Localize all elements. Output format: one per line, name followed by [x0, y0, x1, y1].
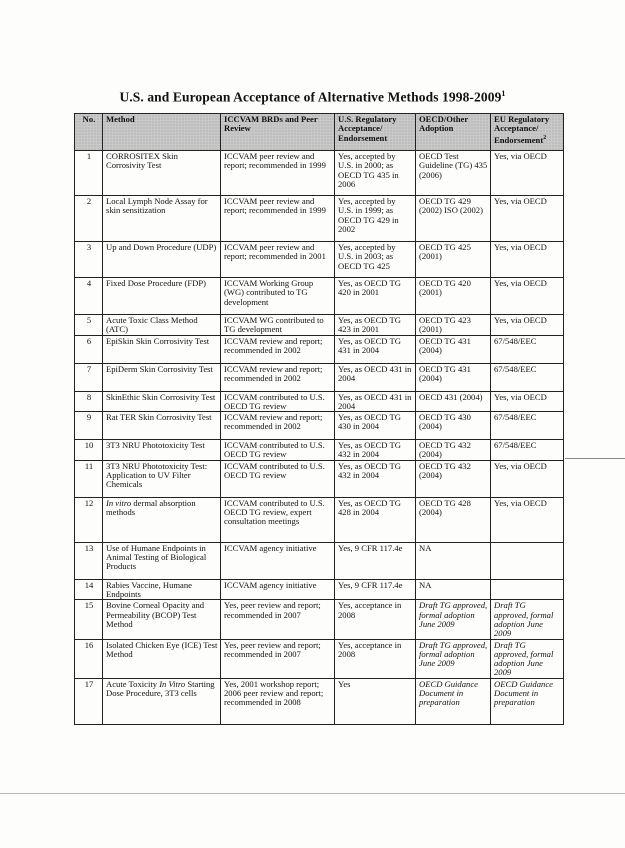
cell-us-text: Yes, as OECD TG 428 in 2004: [338, 497, 401, 518]
cell-us: [335, 440, 416, 461]
cell-method-text: 3T3 NRU Phototoxicity Test: Application to UV Filter Chemicals: [106, 460, 208, 490]
cell-oecd-text: Draft TG approved, formal adoption June 2009: [419, 639, 488, 669]
cell-no: [75, 363, 103, 391]
cell-us: [335, 542, 416, 579]
cell-oecd: [416, 678, 491, 724]
cell-eu: [491, 542, 564, 579]
cell-us-text: Yes, as OECD TG 430 in 2004: [338, 412, 401, 432]
cell-us: [335, 151, 416, 196]
cell-us-text: Yes, as OECD TG 432 in 2004: [338, 460, 401, 481]
table-row: [75, 639, 564, 678]
cell-method: [103, 196, 221, 242]
cell-us: [335, 315, 416, 336]
cell-eu: [491, 242, 564, 278]
cell-no-text: 9: [86, 412, 92, 423]
cell-us: [335, 335, 416, 363]
cell-us-text: Yes, as OECD TG 423 in 2001: [338, 315, 401, 335]
cell-oecd: [416, 242, 491, 278]
header-eu: [491, 114, 564, 151]
cell-oecd-text: OECD TG 423 (2001): [419, 315, 471, 335]
cell-oecd-text: OECD TG 431 (2004): [419, 335, 471, 355]
table-row: [75, 335, 564, 363]
cell-eu-text: 67/548/EEC: [494, 412, 537, 423]
cell-eu: [491, 315, 564, 336]
cell-brds: [221, 460, 335, 497]
cell-no: [75, 242, 103, 278]
cell-method-text: Rat TER Skin Corrosivity Test: [106, 412, 212, 423]
header-eu-text: EU Regulatory Acceptance/ Endorsement: [494, 114, 550, 145]
cell-method-text: 3T3 NRU Phototoxicity Test: [106, 440, 205, 451]
cell-us: [335, 278, 416, 315]
cell-no: [75, 196, 103, 242]
cell-brds-text: ICCVAM review and report; recommended in 2002: [224, 335, 323, 355]
cell-no-text: 8: [86, 391, 92, 402]
cell-oecd-text: OECD TG 432 (2004): [419, 460, 471, 481]
cell-brds-text: ICCVAM peer review and report; recommended in 1999: [224, 196, 326, 216]
cell-us-text: Yes, as OECD 431 in 2004: [338, 391, 412, 411]
cell-no-text: 10: [84, 440, 94, 451]
cell-method: [103, 278, 221, 315]
cell-brds: [221, 363, 335, 391]
cell-no: [75, 579, 103, 600]
cell-no-text: 16: [84, 639, 94, 650]
cell-method-text: Isolated Chicken Eye (ICE) Test Method: [106, 639, 218, 659]
header-brds: ICCVAM BRDs and Peer Review: [221, 114, 335, 151]
cell-us: [335, 196, 416, 242]
cell-us-text: Yes, as OECD TG 431 in 2004: [338, 335, 401, 355]
cell-eu-text: Yes, via OECD: [494, 391, 547, 402]
cell-eu: [491, 460, 564, 497]
title-footnote: 1: [501, 89, 506, 98]
cell-us: [335, 412, 416, 440]
cell-us-text: Yes, as OECD 431 in 2004: [338, 363, 412, 383]
cell-no: [75, 497, 103, 542]
table-row: [75, 460, 564, 497]
cell-brds: [221, 278, 335, 315]
cell-no: [75, 278, 103, 315]
cell-brds-text: ICCVAM review and report; recommended in 2002: [224, 412, 323, 432]
cell-oecd: [416, 278, 491, 315]
table-row: [75, 440, 564, 461]
cell-no-text: 2: [86, 196, 92, 206]
cell-oecd: [416, 440, 491, 461]
cell-us-text: Yes, accepted by U.S. in 1999; as OECD TG 429 in 2002: [338, 196, 399, 234]
cell-method: [103, 600, 221, 639]
cell-brds: [221, 678, 335, 724]
cell-method-text: Local Lymph Node Assay for skin sensitization: [106, 196, 208, 216]
cell-oecd: [416, 196, 491, 242]
cell-eu-text: Yes, via OECD: [494, 460, 547, 471]
cell-brds-text: ICCVAM agency initiative: [224, 542, 317, 553]
cell-brds-text: ICCVAM agency initiative: [224, 579, 317, 590]
cell-oecd: [416, 412, 491, 440]
cell-method: [103, 335, 221, 363]
table-row: [75, 196, 564, 242]
cell-eu-text: Yes, via OECD: [494, 315, 547, 325]
cell-eu-text: Draft TG approved, formal adoption June 2009: [494, 600, 554, 639]
cell-eu: [491, 440, 564, 461]
cell-method: [103, 678, 221, 724]
table-row: [75, 242, 564, 278]
cell-no: [75, 600, 103, 639]
cell-oecd: [416, 600, 491, 639]
cell-brds-text: ICCVAM contributed to U.S. OECD TG review: [224, 391, 325, 411]
header-method: Method: [103, 114, 221, 151]
cell-method: [103, 412, 221, 440]
cell-eu: [491, 335, 564, 363]
scan-edge-line: [565, 458, 625, 459]
cell-us: [335, 497, 416, 542]
cell-oecd-text: OECD TG 431 (2004): [419, 363, 471, 383]
cell-oecd-text: OECD TG 430 (2004): [419, 412, 471, 432]
cell-method: [103, 497, 221, 542]
cell-no: [75, 542, 103, 579]
cell-no-text: 5: [86, 315, 92, 325]
table-row: [75, 412, 564, 440]
cell-method-italic: In Vitro: [159, 678, 186, 689]
cell-oecd: [416, 391, 491, 412]
cell-us: [335, 460, 416, 497]
cell-method: [103, 460, 221, 497]
cell-oecd-text: OECD TG 429 (2002) ISO (2002): [419, 196, 483, 216]
table-row: [75, 542, 564, 579]
cell-us: [335, 242, 416, 278]
cell-no-text: 17: [84, 678, 94, 689]
cell-eu-text: 67/548/EEC: [494, 440, 537, 451]
cell-method-text: Bovine Corneal Opacity and Permeability (BCOP) Test Method: [106, 600, 205, 629]
cell-oecd-text: OECD 431 (2004): [419, 391, 483, 402]
cell-oecd: [416, 497, 491, 542]
cell-eu: [491, 363, 564, 391]
cell-method: [103, 363, 221, 391]
cell-method: [103, 242, 221, 278]
page-title: [60, 89, 565, 106]
cell-no: [75, 412, 103, 440]
cell-no: [75, 315, 103, 336]
cell-method: [103, 579, 221, 600]
cell-oecd: [416, 315, 491, 336]
cell-no-text: 11: [84, 460, 94, 471]
cell-brds-text: ICCVAM peer review and report; recommended in 2001: [224, 242, 326, 262]
cell-brds-text: ICCVAM contributed to U.S. OECD TG review: [224, 460, 325, 481]
cell-no-text: 6: [86, 335, 92, 346]
cell-no: [75, 639, 103, 678]
cell-eu: [491, 412, 564, 440]
cell-oecd-text: Draft TG approved, formal adoption June 2009: [419, 600, 488, 629]
cell-oecd: [416, 363, 491, 391]
cell-method-text: EpiDerm Skin Corrosivity Test: [106, 363, 213, 374]
cell-eu-text: Yes, via OECD: [494, 196, 547, 206]
cell-method-text: Up and Down Procedure (UDP): [106, 242, 217, 252]
cell-eu-text: Yes, via OECD: [494, 497, 547, 508]
cell-method-italic: In vitro: [106, 497, 132, 508]
cell-brds-text: Yes, 2001 workshop report; 2006 peer review and report; recommended in 2008: [224, 678, 324, 708]
cell-eu: [491, 600, 564, 639]
cell-oecd-text: NA: [419, 579, 432, 590]
table-header-row: [75, 114, 564, 151]
cell-no-text: 15: [84, 600, 94, 611]
cell-brds: [221, 335, 335, 363]
header-us: U.S. Regulatory Acceptance/ Endorsement: [335, 114, 416, 151]
cell-oecd: [416, 542, 491, 579]
table-row: [75, 391, 564, 412]
cell-no: [75, 151, 103, 196]
cell-method: [103, 639, 221, 678]
cell-brds: [221, 639, 335, 678]
cell-brds-text: Yes, peer review and report; recommended in 2007: [224, 600, 321, 620]
header-no: No.: [75, 114, 103, 151]
cell-brds-text: ICCVAM peer review and report; recommended in 1999: [224, 151, 326, 171]
cell-us-text: Yes, as OECD TG 420 in 2001: [338, 278, 401, 298]
cell-eu: [491, 196, 564, 242]
cell-oecd: [416, 639, 491, 678]
cell-oecd: [416, 335, 491, 363]
cell-brds: [221, 315, 335, 336]
cell-us-text: Yes, accepted by U.S. in 2000; as OECD TG 435 in 2006: [338, 151, 399, 189]
cell-eu: [491, 497, 564, 542]
cell-us-text: Yes, 9 CFR 117.4e: [338, 579, 403, 590]
cell-oecd-text: OECD TG 428 (2004): [419, 497, 471, 518]
table-row: [75, 678, 564, 724]
cell-no-text: 7: [86, 363, 92, 374]
title-text: U.S. and European Acceptance of Alternative Methods 1998-2009: [119, 89, 502, 105]
cell-oecd-text: NA: [419, 542, 432, 553]
cell-method: [103, 440, 221, 461]
cell-oecd-text: OECD Test Guideline (TG) 435 (2006): [419, 151, 488, 180]
cell-method-text: EpiSkin Skin Corrosivity Test: [106, 335, 210, 346]
cell-brds: [221, 542, 335, 579]
cell-brds: [221, 151, 335, 196]
cell-no: [75, 440, 103, 461]
cell-brds: [221, 497, 335, 542]
table-row: [75, 600, 564, 639]
cell-us: [335, 678, 416, 724]
header-eu-footnote: 2: [543, 134, 547, 141]
cell-eu: [491, 278, 564, 315]
table-row: [75, 278, 564, 315]
cell-no: [75, 678, 103, 724]
cell-eu-text: Yes, via OECD: [494, 151, 547, 161]
cell-us-text: Yes, accepted by U.S. in 2003; as OECD TG 425: [338, 242, 396, 271]
cell-method-text: Use of Humane Endpoints in Animal Testing of Biological Products: [106, 542, 207, 572]
cell-brds: [221, 242, 335, 278]
cell-brds: [221, 579, 335, 600]
cell-brds-text: ICCVAM contributed to U.S. OECD TG review: [224, 440, 325, 460]
cell-us: [335, 579, 416, 600]
cell-no-text: 12: [84, 497, 94, 508]
cell-brds: [221, 196, 335, 242]
cell-eu-text: OECD Guidance Document in preparation: [494, 678, 553, 708]
cell-no: [75, 335, 103, 363]
cell-no-text: 1: [86, 151, 92, 161]
cell-eu-text: Yes, via OECD: [494, 278, 547, 288]
cell-us: [335, 363, 416, 391]
cell-oecd: [416, 579, 491, 600]
cell-us: [335, 600, 416, 639]
cell-method-pre: Acute Toxicity: [106, 678, 160, 689]
cell-method: [103, 315, 221, 336]
scan-edge-line-bottom: [0, 793, 625, 794]
cell-method-text: Fixed Dose Procedure (FDP): [106, 278, 207, 288]
cell-no-text: 3: [86, 242, 92, 252]
cell-us: [335, 639, 416, 678]
cell-method-text: Acute Toxic Class Method (ATC): [106, 315, 198, 335]
cell-brds-text: ICCVAM Working Group (WG) contributed to TG development: [224, 278, 314, 307]
cell-brds-text: ICCVAM review and report; recommended in 2002: [224, 363, 323, 383]
cell-oecd: [416, 151, 491, 196]
cell-eu: [491, 579, 564, 600]
cell-no: [75, 391, 103, 412]
cell-oecd-text: OECD TG 420 (2001): [419, 278, 471, 298]
cell-brds-text: ICCVAM WG contributed to TG development: [224, 315, 324, 335]
cell-oecd: [416, 460, 491, 497]
table-row: [75, 363, 564, 391]
cell-no-text: 13: [84, 542, 94, 553]
cell-method-text: CORROSITEX Skin Corrosivity Test: [106, 151, 178, 171]
cell-method: [103, 151, 221, 196]
cell-method-text: dermal absorption methods: [106, 497, 196, 518]
cell-us-text: Yes, acceptance in 2008: [338, 600, 402, 620]
cell-us-text: Yes, 9 CFR 117.4e: [338, 542, 403, 553]
cell-oecd-text: OECD TG 425 (2001): [419, 242, 471, 262]
cell-eu-text: 67/548/EEC: [494, 335, 537, 346]
cell-eu-text: Yes, via OECD: [494, 242, 547, 252]
cell-brds-text: Yes, peer review and report; recommended in 2007: [224, 639, 321, 659]
cell-method-text: SkinEthic Skin Corrosivity Test: [106, 391, 216, 402]
acceptance-table: [74, 113, 564, 725]
cell-us-text: Yes, as OECD TG 432 in 2004: [338, 440, 401, 460]
cell-eu: [491, 391, 564, 412]
table-row: [75, 315, 564, 336]
cell-method: [103, 542, 221, 579]
cell-method-text: Starting Dose Procedure, 3T3 cells: [106, 678, 215, 699]
cell-us-text: Yes, acceptance in 2008: [338, 639, 402, 659]
header-oecd: OECD/Other Adoption: [416, 114, 491, 151]
cell-brds: [221, 440, 335, 461]
cell-brds: [221, 391, 335, 412]
cell-eu: [491, 151, 564, 196]
cell-brds-text: ICCVAM contributed to U.S. OECD TG review, expert consultation meetings: [224, 497, 325, 527]
table-row: [75, 579, 564, 600]
cell-no-text: 4: [86, 278, 92, 288]
table-row: [75, 151, 564, 196]
cell-oecd-text: OECD TG 432 (2004): [419, 440, 471, 460]
cell-no: [75, 460, 103, 497]
cell-brds: [221, 600, 335, 639]
table-row: [75, 497, 564, 542]
cell-eu: [491, 639, 564, 678]
cell-us-text: Yes: [338, 678, 351, 689]
cell-no-text: 14: [84, 579, 94, 590]
cell-brds: [221, 412, 335, 440]
cell-method: [103, 391, 221, 412]
cell-oecd-text: OECD Guidance Document in preparation: [419, 678, 478, 708]
cell-eu: [491, 678, 564, 724]
cell-eu-text: Draft TG approved, formal adoption June 2009: [494, 639, 554, 678]
cell-eu-text: 67/548/EEC: [494, 363, 537, 374]
cell-method-text: Rabies Vaccine, Humane Endpoints: [106, 579, 192, 600]
cell-us: [335, 391, 416, 412]
